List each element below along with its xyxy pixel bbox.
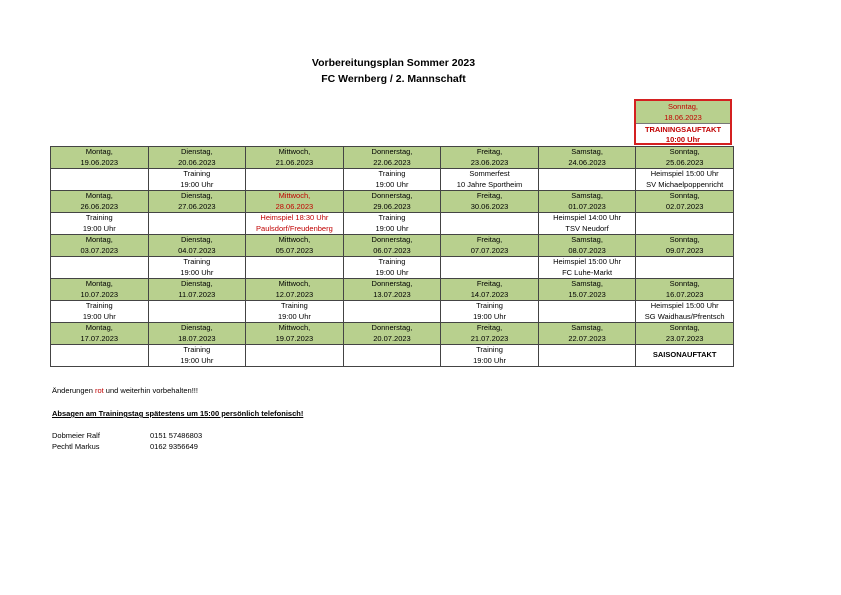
event-line-2: TSV Neudorf — [565, 223, 609, 233]
cancel-notice: Absagen am Trainingstag spätestens um 15:00 persönlich telefonisch! — [52, 409, 304, 418]
day-cell — [636, 279, 734, 301]
day-cell — [441, 147, 539, 169]
day-cell — [246, 191, 344, 213]
page-title: Vorbereitungsplan Sommer 2023 — [311, 57, 476, 69]
date: 05.07.2023 — [275, 245, 314, 255]
event-line-1: SAISONAUFTAKT — [652, 350, 717, 360]
date: 26.06.2023 — [80, 201, 119, 211]
day-cell — [343, 191, 441, 213]
event-cell — [441, 301, 539, 323]
weekday: Donnerstag, — [371, 191, 413, 200]
date: 25.06.2023 — [665, 157, 704, 167]
event-line-2: 19:00 Uhr — [180, 355, 214, 365]
event-cell — [246, 301, 344, 323]
day-header-row — [51, 147, 734, 169]
event-line-2: 19:00 Uhr — [277, 311, 311, 321]
event-line-2: SG Waidhaus/Pfrentsch — [644, 311, 725, 321]
event-line-1: Training — [378, 169, 406, 178]
event-cell — [343, 301, 441, 323]
event-cell — [343, 257, 441, 279]
event-cell — [538, 257, 636, 279]
day-cell — [636, 235, 734, 257]
kickoff-day-cell — [636, 101, 730, 124]
day-cell — [538, 323, 636, 345]
event-cell — [441, 257, 539, 279]
day-cell — [636, 191, 734, 213]
day-cell — [51, 191, 149, 213]
day-cell — [538, 147, 636, 169]
weekday: Samstag, — [571, 191, 603, 200]
day-cell — [51, 235, 149, 257]
weekday: Montag, — [85, 191, 113, 200]
event-line-1: Training — [183, 345, 211, 354]
event-cell — [148, 213, 246, 235]
event-cell — [538, 213, 636, 235]
kickoff-day: Sonntag, — [667, 102, 699, 111]
date: 27.06.2023 — [178, 201, 216, 211]
weekday: Donnerstag, — [371, 147, 413, 156]
event-line-1: Training — [85, 301, 113, 310]
event-row — [51, 213, 734, 235]
kickoff-box — [634, 99, 732, 145]
date: 01.07.2023 — [568, 201, 606, 211]
day-cell — [441, 323, 539, 345]
date: 22.06.2023 — [373, 157, 411, 167]
weekday: Dienstag, — [181, 323, 213, 332]
event-cell — [148, 257, 246, 279]
date: 24.06.2023 — [568, 157, 606, 167]
weekday: Sonntag, — [669, 147, 700, 156]
kickoff-event-cell — [636, 124, 730, 145]
event-line-2: SV Michaelpoppenricht — [646, 179, 724, 189]
event-cell — [148, 345, 246, 367]
day-cell — [636, 323, 734, 345]
date: 07.07.2023 — [470, 245, 509, 255]
day-cell — [246, 323, 344, 345]
weekday: Donnerstag, — [371, 323, 413, 332]
event-cell — [148, 169, 246, 191]
event-cell — [51, 257, 149, 279]
weekday: Freitag, — [476, 279, 503, 288]
event-cell — [636, 301, 734, 323]
day-cell — [441, 279, 539, 301]
weekday: Donnerstag, — [371, 279, 413, 288]
weekday: Freitag, — [476, 147, 503, 156]
event-cell — [538, 301, 636, 323]
date: 23.07.2023 — [665, 333, 704, 343]
date: 22.07.2023 — [568, 333, 606, 343]
date: 29.06.2023 — [373, 201, 411, 211]
date: 21.07.2023 — [470, 333, 509, 343]
day-cell — [148, 191, 246, 213]
event-line-2: FC Luhe-Markt — [562, 267, 613, 277]
date: 16.07.2023 — [665, 289, 704, 299]
day-cell — [538, 191, 636, 213]
day-cell — [51, 279, 149, 301]
event-line-2: Paulsdorf/Freudenberg — [256, 223, 333, 233]
day-cell — [343, 147, 441, 169]
event-line-1: Heimspiel 14:00 Uhr — [553, 213, 622, 222]
event-cell — [538, 169, 636, 191]
weekday: Freitag, — [476, 323, 503, 332]
weekday: Samstag, — [571, 147, 603, 156]
weekday: Dienstag, — [181, 235, 213, 244]
day-cell — [538, 235, 636, 257]
event-row — [51, 169, 734, 191]
kickoff-label: TRAININGSAUFTAKT — [644, 125, 722, 134]
date: 20.07.2023 — [373, 333, 411, 343]
weekday: Samstag, — [571, 235, 603, 244]
weekday: Sonntag, — [669, 235, 700, 244]
event-cell — [441, 213, 539, 235]
event-line-2: 19:00 Uhr — [375, 267, 409, 277]
weekday: Mittwoch, — [278, 191, 311, 200]
event-line-1: Training — [378, 213, 406, 222]
changes-note — [52, 386, 198, 395]
schedule-table — [50, 146, 734, 367]
day-cell — [538, 279, 636, 301]
day-cell — [148, 279, 246, 301]
day-cell — [636, 147, 734, 169]
day-cell — [51, 147, 149, 169]
date: 06.07.2023 — [373, 245, 411, 255]
date: 08.07.2023 — [568, 245, 606, 255]
event-line-2: 19:00 Uhr — [82, 311, 116, 321]
event-line-1: Heimspiel 15:00 Uhr — [650, 301, 719, 310]
event-cell — [51, 169, 149, 191]
weekday: Samstag, — [571, 323, 603, 332]
day-cell — [343, 323, 441, 345]
event-cell — [148, 301, 246, 323]
event-line-1: Training — [85, 213, 113, 222]
changes-prefix: Änderungen — [52, 386, 95, 395]
event-cell — [246, 169, 344, 191]
weekday: Mittwoch, — [278, 235, 311, 244]
weekday: Mittwoch, — [278, 279, 311, 288]
event-cell — [51, 345, 149, 367]
date: 21.06.2023 — [275, 157, 314, 167]
event-cell — [441, 345, 539, 367]
date: 17.07.2023 — [80, 333, 119, 343]
weekday: Sonntag, — [669, 191, 700, 200]
event-cell — [636, 345, 734, 367]
date: 15.07.2023 — [568, 289, 606, 299]
event-cell — [538, 345, 636, 367]
day-header-row — [51, 235, 734, 257]
date: 03.07.2023 — [80, 245, 119, 255]
date: 13.07.2023 — [373, 289, 411, 299]
event-cell — [246, 345, 344, 367]
day-cell — [148, 235, 246, 257]
event-cell — [51, 213, 149, 235]
contact-name: Pechtl Markus — [52, 442, 100, 451]
event-cell — [636, 257, 734, 279]
event-line-1: Training — [476, 345, 503, 354]
weekday: Freitag, — [476, 191, 503, 200]
day-cell — [343, 279, 441, 301]
weekday: Dienstag, — [181, 191, 213, 200]
page-subtitle: FC Wernberg / 2. Mannschaft — [321, 73, 466, 85]
event-cell — [636, 169, 734, 191]
event-line-1: Training — [378, 257, 406, 266]
date: 04.07.2023 — [178, 245, 216, 255]
event-line-2: 19:00 Uhr — [473, 311, 506, 321]
weekday: Freitag, — [476, 235, 503, 244]
weekday: Donnerstag, — [371, 235, 413, 244]
date: 19.06.2023 — [80, 157, 119, 167]
event-line-2: 19:00 Uhr — [180, 267, 214, 277]
weekday: Montag, — [85, 323, 113, 332]
event-line-1: Heimspiel 15:00 Uhr — [553, 257, 622, 266]
event-line-2: 19:00 Uhr — [375, 179, 409, 189]
event-line-2: 19:00 Uhr — [82, 223, 116, 233]
weekday: Samstag, — [571, 279, 603, 288]
day-cell — [246, 147, 344, 169]
event-line-2: 19:00 Uhr — [473, 355, 506, 365]
day-cell — [148, 147, 246, 169]
date: 10.07.2023 — [80, 289, 119, 299]
changes-red-word: rot — [94, 386, 104, 395]
event-line-2: 10 Jahre Sportheim — [456, 179, 523, 189]
weekday: Mittwoch, — [278, 323, 311, 332]
date: 19.07.2023 — [275, 333, 314, 343]
event-cell — [636, 213, 734, 235]
day-cell — [441, 191, 539, 213]
event-row — [51, 345, 734, 367]
event-line-1: Heimspiel 18:30 Uhr — [260, 213, 329, 222]
weekday: Montag, — [85, 235, 113, 244]
date: 28.06.2023 — [275, 201, 314, 211]
date: 23.06.2023 — [470, 157, 509, 167]
date: 02.07.2023 — [665, 201, 704, 211]
event-row — [51, 257, 734, 279]
date: 12.07.2023 — [275, 289, 314, 299]
weekday: Mittwoch, — [278, 147, 311, 156]
day-cell — [246, 279, 344, 301]
day-header-row — [51, 279, 734, 301]
date: 11.07.2023 — [178, 289, 216, 299]
event-cell — [441, 169, 539, 191]
event-cell — [246, 257, 344, 279]
day-cell — [441, 235, 539, 257]
day-cell — [51, 323, 149, 345]
weekday: Sonntag, — [669, 279, 700, 288]
day-header-row — [51, 323, 734, 345]
date: 20.06.2023 — [178, 157, 216, 167]
weekday: Dienstag, — [181, 147, 213, 156]
date: 09.07.2023 — [665, 245, 704, 255]
event-cell — [51, 301, 149, 323]
event-line-2: 19:00 Uhr — [180, 179, 214, 189]
contact-name: Dobmeier Ralf — [52, 431, 100, 440]
event-line-1: Sommerfest — [469, 169, 510, 178]
weekday: Montag, — [85, 279, 113, 288]
changes-suffix: und weiterhin vorbehalten!!! — [103, 386, 198, 395]
day-cell — [343, 235, 441, 257]
day-cell — [246, 235, 344, 257]
date: 18.07.2023 — [178, 333, 216, 343]
day-cell — [148, 323, 246, 345]
day-header-row — [51, 191, 734, 213]
date: 14.07.2023 — [470, 289, 509, 299]
contact-phone: 0151 57486803 — [150, 431, 203, 440]
event-line-2: 19:00 Uhr — [375, 223, 409, 233]
event-line-1: Training — [280, 301, 308, 310]
event-line-1: Training — [476, 301, 503, 310]
weekday: Dienstag, — [181, 279, 213, 288]
contact-phone: 0162 9356649 — [150, 442, 198, 451]
event-cell — [343, 169, 441, 191]
weekday: Sonntag, — [669, 323, 700, 332]
weekday: Montag, — [85, 147, 113, 156]
event-line-1: Training — [183, 169, 211, 178]
kickoff-date: 18.06.2023 — [664, 113, 702, 122]
event-cell — [343, 345, 441, 367]
kickoff-time: 10:00 Uhr — [665, 135, 701, 144]
event-row — [51, 301, 734, 323]
date: 30.06.2023 — [470, 201, 509, 211]
event-cell — [343, 213, 441, 235]
event-cell — [246, 213, 344, 235]
event-line-1: Heimspiel 15:00 Uhr — [650, 169, 719, 178]
event-line-1: Training — [183, 257, 211, 266]
